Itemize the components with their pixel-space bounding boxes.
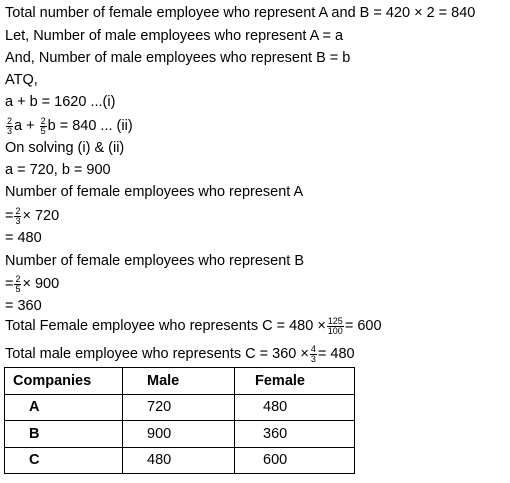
line-female-b-heading: Number of female employees who represent B	[5, 253, 305, 269]
cell-male: 900	[123, 421, 235, 448]
column-header-companies: Companies	[5, 368, 123, 395]
cell-company: B	[5, 421, 123, 448]
fraction: $\frac{4}{3}$	[310, 343, 316, 364]
cell-female: 600	[235, 447, 355, 474]
line-female-a-result: = 480	[5, 230, 42, 246]
fraction: $\frac{125}{100}$	[327, 315, 343, 336]
companies-table	[4, 367, 355, 474]
cell-male: 720	[123, 394, 235, 421]
line-male-b: And, Number of male employees who represent B = b	[5, 50, 351, 66]
line-equation-2: $\frac{2}{3}$ a + $\frac{2}{5}$ b = 840 ... (ii)	[7, 115, 133, 136]
line-equation-1: a + b = 1620 ...(i)	[5, 94, 116, 110]
line-female-b-calc: = $\frac{2}{5}$ × 900	[5, 273, 60, 294]
line-on-solving: On solving (i) & (ii)	[5, 140, 125, 156]
column-header-male: Male	[123, 368, 235, 395]
table-header-row	[5, 368, 355, 395]
line-female-a-heading: Number of female employees who represent A	[5, 184, 304, 200]
line-atq: ATQ,	[5, 72, 38, 88]
line-female-b-result: = 360	[5, 298, 42, 314]
column-header-female: Female	[235, 368, 355, 395]
table-row	[5, 447, 355, 474]
table-row	[5, 394, 355, 421]
cell-company: C	[5, 447, 123, 474]
cell-company: A	[5, 394, 123, 421]
fraction: $\frac{2}{3}$	[7, 115, 13, 136]
cell-male: 480	[123, 447, 235, 474]
line-total-female-a-b: Total number of female employee who represent A and B = 420 × 2 = 840	[5, 5, 476, 21]
line-female-c: Total Female employee who represents C = 480 × $\frac{125}{100}$ = 600	[5, 315, 382, 336]
cell-female: 360	[235, 421, 355, 448]
line-a-b-values: a = 720, b = 900	[5, 162, 111, 178]
line-male-c: Total male employee who represents C = 360 × $\frac{4}{3}$ = 480	[5, 343, 355, 364]
fraction: $\frac{2}{3}$	[15, 205, 21, 226]
fraction: $\frac{2}{5}$	[40, 115, 46, 136]
line-let-male-a: Let, Number of male employees who represent A = a	[5, 28, 344, 44]
cell-female: 480	[235, 394, 355, 421]
table-row	[5, 421, 355, 448]
line-female-a-calc: = $\frac{2}{3}$ × 720	[5, 205, 60, 226]
fraction: $\frac{2}{5}$	[15, 273, 21, 294]
